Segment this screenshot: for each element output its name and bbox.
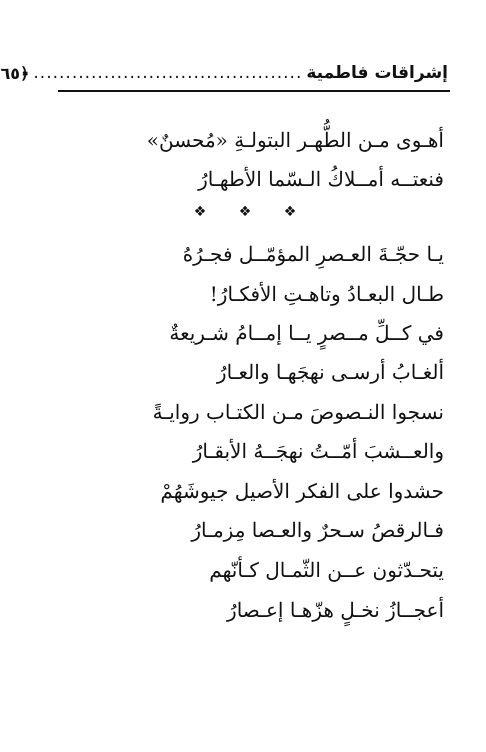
book-title: إشراقات فاطمية: [306, 63, 448, 83]
verse-line: أهـوى مـن الطُّهـر البتولـةِ «مُحسنٌ»: [146, 128, 444, 152]
verse-line: طـال البعـادُ وتاهـتِ الأفكـارُ!: [209, 282, 444, 306]
header-leader-dots: ..........................................: [33, 63, 303, 83]
verse-line: فنعتــه أمــلاكُ الـسّما الأطهـارُ: [198, 167, 444, 191]
verse-line: نسجوا النـصوصَ مـن الكتـاب روايـةً: [152, 400, 444, 424]
header-rule: [58, 90, 450, 92]
verse-line: ألغـابُ أرسـى نهجَهـا والعـارُ: [216, 360, 444, 384]
verse-line: أعجــازُ نخـلٍ هزّهـا إعـصارُ: [227, 598, 444, 622]
verse-line: يـا حجّـةَ العـصرِ المؤمّــل فجـرُهُ: [182, 242, 444, 266]
section-separator: ❖ ❖ ❖: [193, 204, 311, 220]
verse-line: يتحـدّثون عــن الثّمـال كـأنّهم: [209, 558, 444, 582]
verse-line: حشدوا على الفكر الأصيل جيوشَهُمْ: [160, 479, 444, 503]
page-number: ﴿٦٥: [0, 63, 30, 83]
verse-line: في كــلِّ مــصرٍ يــا إمــامُ شـريعةٌ: [169, 321, 444, 345]
verse-line: والعــشبَ أمّــتُ نهجَــهُ الأبقـارُ: [192, 439, 444, 463]
verse-line: فـالرقصُ سـحرٌ والعـصا مِزمـارُ: [191, 518, 444, 542]
running-header: [0, 58, 448, 88]
